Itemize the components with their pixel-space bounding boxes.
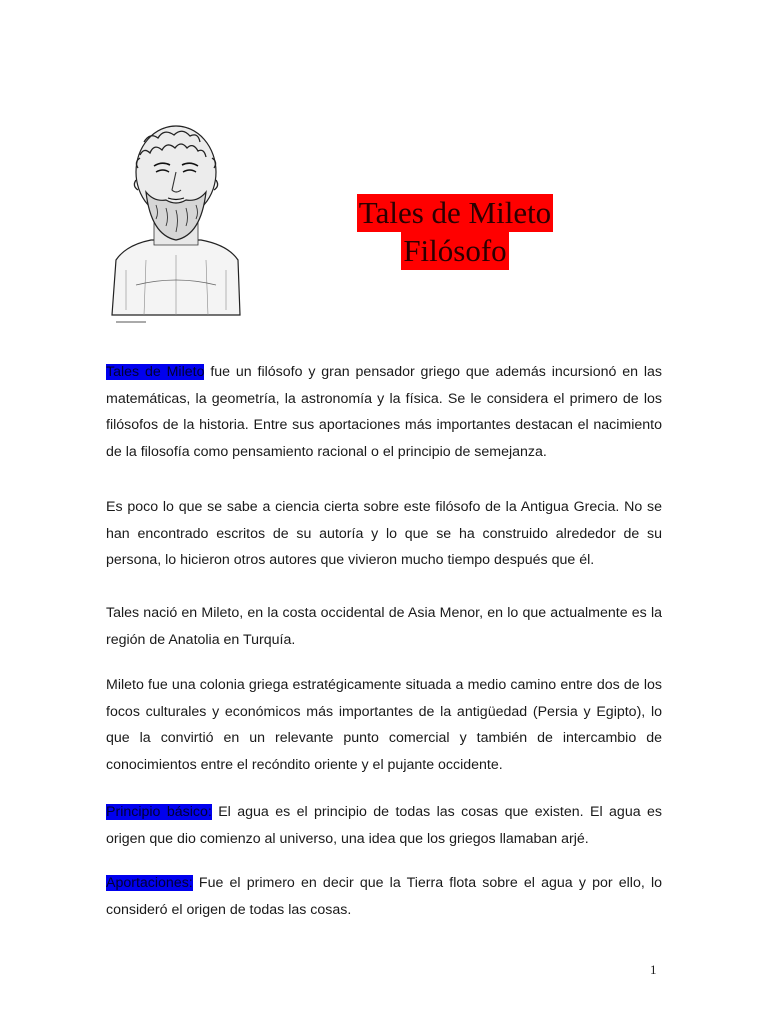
title-block: [330, 194, 580, 270]
philosopher-bust-image: [106, 110, 246, 330]
paragraph-history: [106, 494, 662, 574]
paragraph-principle: [106, 799, 662, 852]
paragraph-text: Tales nació en Mileto, en la costa occidental de Asia Menor, en lo que actualmente es la región de Anatolia en Turquía.: [106, 605, 662, 648]
paragraph-mileto: [106, 672, 662, 778]
paragraph-intro: [106, 359, 662, 465]
highlight-name: Tales de Mileto: [106, 364, 205, 380]
paragraph-text: fue un filósofo y gran pensador griego que además incursionó en las matemáticas, la geometría, la astronomía y la física. Se le considera el primero de los filósofos de la historia. Entre sus aportaciones más importantes destacan el nacimiento de la filosofía como pensamiento racional o el principio de semejanza.: [106, 364, 662, 460]
title-subtitle: Filósofo: [403, 233, 507, 268]
paragraph-text: El agua es el principio de todas las cosas que existen. El agua es origen que dio comienzo al universo, una idea que los griegos llamaban arjé.: [106, 804, 662, 847]
title-name: Tales de Mileto: [358, 195, 552, 230]
paragraph-text: Es poco lo que se sabe a ciencia cierta sobre este filósofo de la Antigua Grecia. No se han encontrado escritos de su autoría y lo que se ha construido alrededor de su persona, lo hicieron otros autores que vivieron mucho tiempo después que él.: [106, 499, 662, 569]
paragraph-contributions: [106, 870, 662, 923]
page-number: 1: [650, 962, 657, 977]
highlight-principle: Principio básico:: [106, 804, 212, 820]
paragraph-text: Mileto fue una colonia griega estratégicamente situada a medio camino entre dos de los focos culturales y económicos más importantes de la antigüedad (Persia y Egipto), lo que la convirtió en un relevante punto comercial y también de intercambio de conocimientos entre el recóndito oriente y el pujante occidente.: [106, 677, 662, 773]
highlight-contributions: Aportaciones:: [106, 875, 193, 891]
paragraph-birth: [106, 600, 662, 653]
paragraph-text: Fue el primero en decir que la Tierra flota sobre el agua y por ello, lo consideró el origen de todas las cosas.: [106, 875, 662, 918]
